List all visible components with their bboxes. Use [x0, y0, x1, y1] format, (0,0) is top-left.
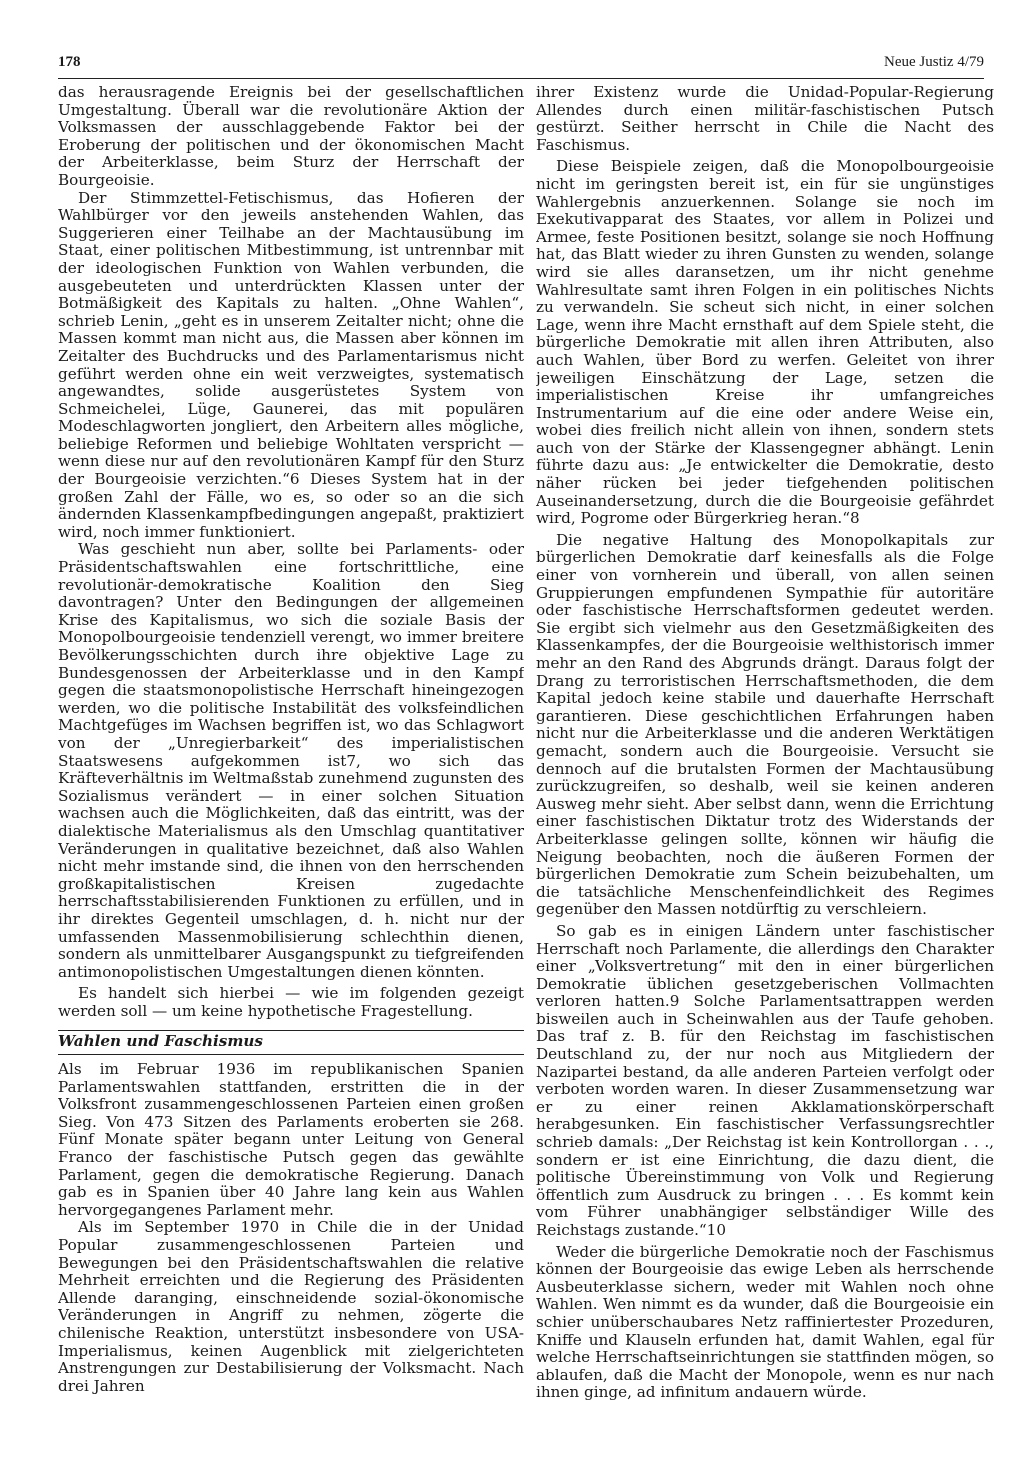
page-number: 178 — [58, 54, 81, 70]
paragraph: ihrer Existenz wurde die Unidad-Popular-Regierung Allendes durch einen militär-faschistischen Putsch gestürzt. Seither herrscht in Chile die Nacht des Faschismus. — [536, 84, 994, 154]
paragraph: Als im Februar 1936 im republikanischen Spanien Parlamentswahlen stattfanden, erstritten die in der Volksfront zusammengeschlossenen Parteien einen großen Sieg. Von 473 Sitzen des Parlaments eroberten sie 268. Fünf Monate später begann unter Leitung von General Franco der faschistische Putsch gegen das gewählte Parlament, gegen die demokratische Regierung. Danach gab es in Spanien über 40 Jahre lang kein aus Wahlen hervorgegangenes Parlament mehr. — [58, 1060, 524, 1219]
paragraph: Weder die bürgerliche Demokratie noch der Faschismus können der Bourgeoisie das ewige Leben als herrschende Ausbeuterklasse sichern, weder mit Wahlen noch ohne Wahlen. Wen nimmt es da wunder, daß die Bourgeoisie ein schier unüberschaubares Netz raffiniertester Prozeduren, Kniffe und Klauseln erfunden hat, damit Wahlen, egal für welche Herrschaftseinrichtungen sie stattfinden mögen, so ablaufen, daß die Macht der Monopole, wenn es nur nach ihnen ginge, ad infinitum andauern würde. — [536, 1242, 994, 1402]
paragraph: Als im September 1970 in Chile die in der Unidad Popular zusammengeschlossenen Parteien und Bewegungen bei den Präsidentschaftswahlen die relative Mehrheit erreichten und die Regierung des Präsidenten Allende daranging, einschneidende sozial-ökonomische Veränderungen in Angriff zu nehmen, zögerte die chilenische Reaktion, unterstützt insbesondere von USA-Imperialismus, keinen Augenblick mit zielgerichteten Anstrengungen zur Destabilisierung der Volksmacht. Nach drei Jahren — [58, 1218, 524, 1395]
page-header — [58, 50, 984, 79]
journal-title: Neue Justiz 4/79 — [884, 54, 984, 70]
right-column — [536, 84, 994, 1464]
paragraph: Was geschieht nun aber, sollte bei Parlaments- oder Präsidentschaftswahlen eine fortschrittliche, eine revolutionär-demokratische Koalition den Sieg davontragen? Unter den Bedingungen der allgemeinen Krise des Kapitalismus, wo sich die soziale Basis der Monopolbourgeoisie tendenziell verengt, wo immer breitere Bevölkerungsschichten durch ihre objektive Lage zu Bundesgenossen der Arbeiterklasse und in den Kampf gegen die staatsmonopolistische Herrschaft hineingezogen werden, wo die politische Instabilität des volksfeindlichen Machtgefüges im Wachsen begriffen ist, wo das Schlagwort von der „Unregierbarkeit“ des imperialistischen Staatswesens aufgekommen ist7, wo sich das Kräfteverhältnis im Weltmaßstab zunehmend zugunsten des Sozialismus verändert — in einer solchen Situation wachsen auch die Möglichkeiten, daß das eintritt, was der dialektische Materialismus als den Umschlag quantitativer Veränderungen in qualitative bezeichnet, daß also Wahlen nicht mehr imstande sind, die ihnen von den herrschenden großkapitalistischen Kreisen zugedachte herrschaftsstabilisierenden Funktionen zu erfüllen, und in ihr direktes Gegenteil umschlagen, d. h. nicht nur der umfassenden Massenmobilisierung schlechthin dienen, sondern als unmittelbarer Ausgangspunkt zu tiefgreifenden antimonopolistischen Umgestaltungen dienen könnten. — [58, 540, 524, 981]
article-body — [58, 84, 994, 1464]
paragraph: So gab es in einigen Ländern unter faschistischer Herrschaft noch Parlamente, die allerdings den Charakter einer „Volksvertretung“ mit den in einer bürgerlichen Demokratie üblichen gesetzgeberischen Vollmachten verloren hatten.9 Solche Parlamentsattrappen werden bisweilen auch in Scheinwahlen aus der Taufe gehoben. Das traf z. B. für den Reichstag im faschistischen Deutschland zu, der nur noch aus Mitgliedern der Nazipartei bestand, da alle anderen Parteien verfolgt oder verboten worden waren. In dieser Zusammensetzung war er zu einer reinen Akklamationskörperschaft herabgesunken. Ein faschistischer Verfassungsrechtler schrieb damals: „Der Reichstag ist kein Kontrollorgan . . ., sondern er ist eine Einrichtung, die dazu dient, die politische Übereinstimmung von Volk und Regierung öffentlich zum Ausdruck zu bringen . . . Es kommt kein vom Führer unabhängiger selbständiger Wille des Reichstags zustande.“10 — [536, 921, 994, 1239]
paragraph: Der Stimmzettel-Fetischismus, das Hofieren der Wahlbürger vor den jeweils anstehenden Wahlen, das Suggerieren einer Teilhabe an der Machtausübung im Staat, einer politischen Mitbestimmung, ist untrennbar mit der ideologischen Funktion von Wahlen verbunden, die ausgebeuteten und unterdrückten Klassen unter der Botmäßigkeit des Kapitals zu halten. „Ohne Wahlen“, schrieb Lenin, „geht es in unserem Zeitalter nicht; ohne die Massen kommt man nicht aus, die Massen aber können im Zeitalter des Buchdrucks und des Parlamentarismus nicht geführt werden ohne ein weit verzweigtes, systematisch angewandtes, solide ausgerüstetes System von Schmeichelei, Lüge, Gaunerei, das mit populären Modeschlagworten jongliert, den Arbeitern alles mögliche, beliebige Reformen und beliebige Wohltaten verspricht — wenn diese nur auf den revolutionären Kampf für den Sturz der Bourgeoisie verzichten.“6 Dieses System hat in der großen Zahl der Fälle, wo es, so oder so an die sich ändernden Klassenkampfbedingungen angepaßt, praktiziert wird, noch immer funktioniert. — [58, 188, 524, 541]
paragraph: Die negative Haltung des Monopolkapitals zur bürgerlichen Demokratie darf keinesfalls als die Folge einer von vornherein und überall, von allen seinen Gruppierungen empfundenen Sympathie für autoritäre oder faschistische Herrschaftsformen gedeutet werden. Sie ergibt sich vielmehr aus den Gesetzmäßigkeiten des Klassenkampfes, der die Bourgeoisie welthistorisch immer mehr an den Rand des Abgrunds drängt. Daraus folgt der Drang zu terroristischen Herrschaftsmethoden, die dem Kapital jedoch keine stabile und dauerhafte Herrschaft garantieren. Diese geschichtlichen Erfahrungen haben nicht nur die Arbeiterklasse und die anderen Werktätigen gemacht, sondern auch die Bourgeoisie. Versucht sie dennoch auf die brutalsten Formen der Machtausübung zurückzugreifen, so deshalb, weil sie keinen anderen Ausweg mehr sieht. Aber selbst dann, wenn die Errichtung einer faschistischen Diktatur trotz des Widerstands der Arbeiterklasse gelingen sollte, können wir häufig die Neigung beobachten, noch die äußeren Formen der bürgerlichen Demokratie zum Schein beizubehalten, um die tatsächliche Menschenfeindlichkeit des Regimes gegenüber den Massen notdürftig zu verschleiern. — [536, 530, 994, 919]
paragraph: Es handelt sich hierbei — wie im folgenden gezeigt werden soll — um keine hypothetische Fragestellung. — [58, 984, 524, 1020]
section-heading: Wahlen und Faschismus — [58, 1030, 524, 1055]
paragraph: das herausragende Ereignis bei der gesellschaftlichen Umgestaltung. Überall war die revolutionäre Aktion der Volksmassen der ausschlaggebende Faktor bei der Eroberung der politischen und der ökonomischen Macht der Arbeiterklasse, beim Sturz der Herrschaft der Bourgeoisie. — [58, 84, 524, 189]
paragraph: Diese Beispiele zeigen, daß die Monopolbourgeoisie nicht im geringsten bereit ist, ein für sie ungünstiges Wahlergebnis anzuerkennen. Solange sie noch im Exekutivapparat des Staates, vor allem in Polizei und Armee, feste Positionen besitzt, solange sie noch Hoffnung hat, das Blatt wieder zu ihren Gunsten zu wenden, solange wird sie alles daransetzen, um ihr nicht genehme Wahlresultate samt ihren Folgen in ein politisches Nichts zu verwandeln. Sie scheut sich nicht, in einer solchen Lage, wenn ihre Macht ernsthaft auf dem Spiele steht, die bürgerliche Demokratie mit allen ihren Attributen, also auch Wahlen, über Bord zu werfen. Geleitet von ihrer jeweiligen Einschätzung der Lage, setzen die imperialistischen Kreise ihr umfangreiches Instrumentarium auf die eine oder andere Weise ein, wobei dies freilich nicht allein von ihnen, sondern stets auch von der Stärke der Klassengegner abhängt. Lenin führte dazu aus: „Je entwickelter die Demokratie, desto näher rücken bei jeder tiefgehenden politischen Auseinandersetzung, durch die die Bourgeoisie gefährdet wird, Pogrome oder Bürgerkrieg heran.“8 — [536, 157, 994, 528]
left-column — [58, 84, 524, 1464]
